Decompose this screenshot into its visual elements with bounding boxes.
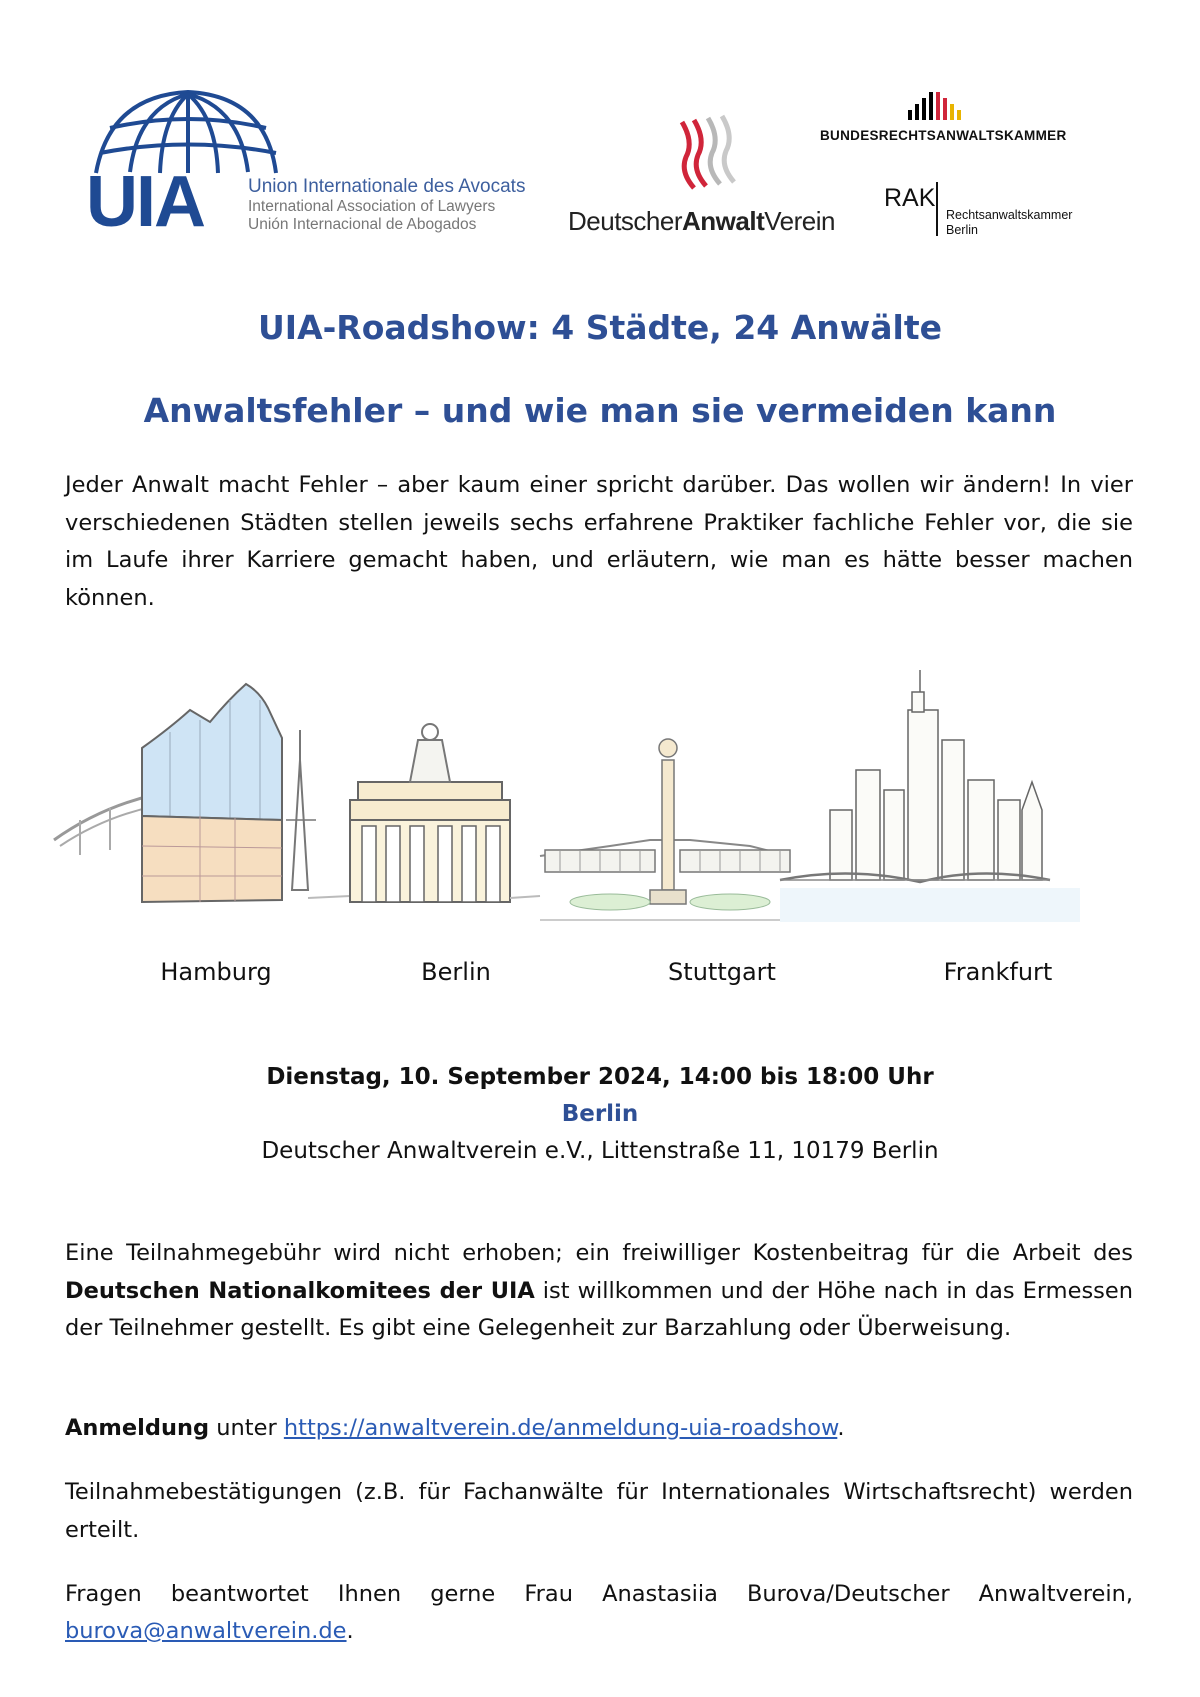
uia-line3: Unión Internacional de Abogados (248, 216, 477, 233)
registration-paragraph (65, 1410, 1133, 1448)
registration-link[interactable]: https://anwaltverein.de/anmeldung-uia-roadshow (283, 1415, 838, 1441)
contact-email-line (65, 1613, 1133, 1651)
contact-end: . (346, 1618, 354, 1644)
stuttgart-schlossplatz-icon (540, 739, 800, 920)
uia-abbr: UIA (86, 162, 204, 242)
page-subtitle: Anwaltsfehler – und wie man sie vermeiden kann (143, 391, 1057, 430)
dav-name (568, 206, 835, 237)
uia-line1: Union Internationale des Avocats (248, 176, 526, 197)
brak-logo (820, 88, 1080, 148)
dav-name-part2: Anwalt (682, 206, 765, 236)
dav-name-part3: Verein (764, 206, 835, 236)
city-label-hamburg: Hamburg (160, 958, 272, 986)
fee-paragraph (65, 1235, 1133, 1348)
registration-end: . (837, 1415, 845, 1441)
contact-text: Fragen beantwortet Ihnen gerne Frau Anastasiia Burova/Deutscher Anwaltverein, (65, 1581, 1133, 1607)
uia-logo (86, 88, 550, 242)
rak-logo (884, 182, 1104, 242)
registration-label: Anmeldung (65, 1415, 210, 1441)
rak-line2: Berlin (946, 223, 978, 237)
contact-email-link[interactable]: burova@anwaltverein.de (65, 1618, 347, 1644)
registration-text: unter (209, 1415, 284, 1441)
dav-wave-icon (676, 112, 746, 192)
dav-name-part1: Deutscher (568, 206, 682, 236)
uia-line2: International Association of Lawyers (248, 198, 496, 215)
brak-bars-icon (908, 92, 972, 120)
berlin-brandenburg-gate-icon (308, 724, 540, 902)
rak-abbr: RAK (884, 184, 936, 212)
brak-name: BUNDESRECHTSANWALTSKAMMER (820, 128, 1067, 143)
event-city: Berlin (561, 1101, 639, 1127)
rak-line1: Rechtsanwaltskammer (946, 208, 1073, 222)
city-label-berlin: Berlin (421, 958, 491, 986)
confirmation-paragraph: Teilnahmebestätigungen (z.B. für Fachanwälte für Internationales Wirtschaftsrecht) werden erteilt. (65, 1479, 1133, 1543)
city-label-frankfurt: Frankfurt (943, 958, 1053, 986)
page-title: UIA-Roadshow: 4 Städte, 24 Anwälte (258, 308, 942, 347)
city-label-stuttgart: Stuttgart (668, 958, 776, 986)
rak-divider (936, 182, 938, 236)
event-venue: Deutscher Anwaltverein e.V., Littenstraße 11, 10179 Berlin (261, 1138, 939, 1164)
city-skyline-illustration (50, 670, 1150, 950)
fee-text-bold: Deutschen Nationalkomitees der UIA (65, 1277, 535, 1304)
hamburg-elbphilharmonie-icon (54, 684, 316, 902)
fee-text-part1: Eine Teilnahmegebühr wird nicht erhoben; ein freiwilliger Kostenbeitrag für die Arbeit des (65, 1240, 1133, 1266)
event-date: Dienstag, 10. September 2024, 14:00 bis 18:00 Uhr (266, 1064, 934, 1090)
fee-text-part2: ist willkommen und der Höhe nach in das Ermessen der Teilnehmer gestellt. Es gibt eine Gelegenheit zur Barzahlung oder Überweisung. (65, 1277, 1133, 1341)
frankfurt-skyline-icon (780, 670, 1080, 922)
intro-paragraph: Jeder Anwalt macht Fehler – aber kaum einer spricht darüber. Das wollen wir ändern! In vier verschiedenen Städten stellen jeweils sechs erfahrene Praktiker fachliche Fehler vor, die sie im Laufe ihrer Karriere gemacht haben, und erläutern, wie man es hätte besser machen können. (65, 472, 1133, 611)
